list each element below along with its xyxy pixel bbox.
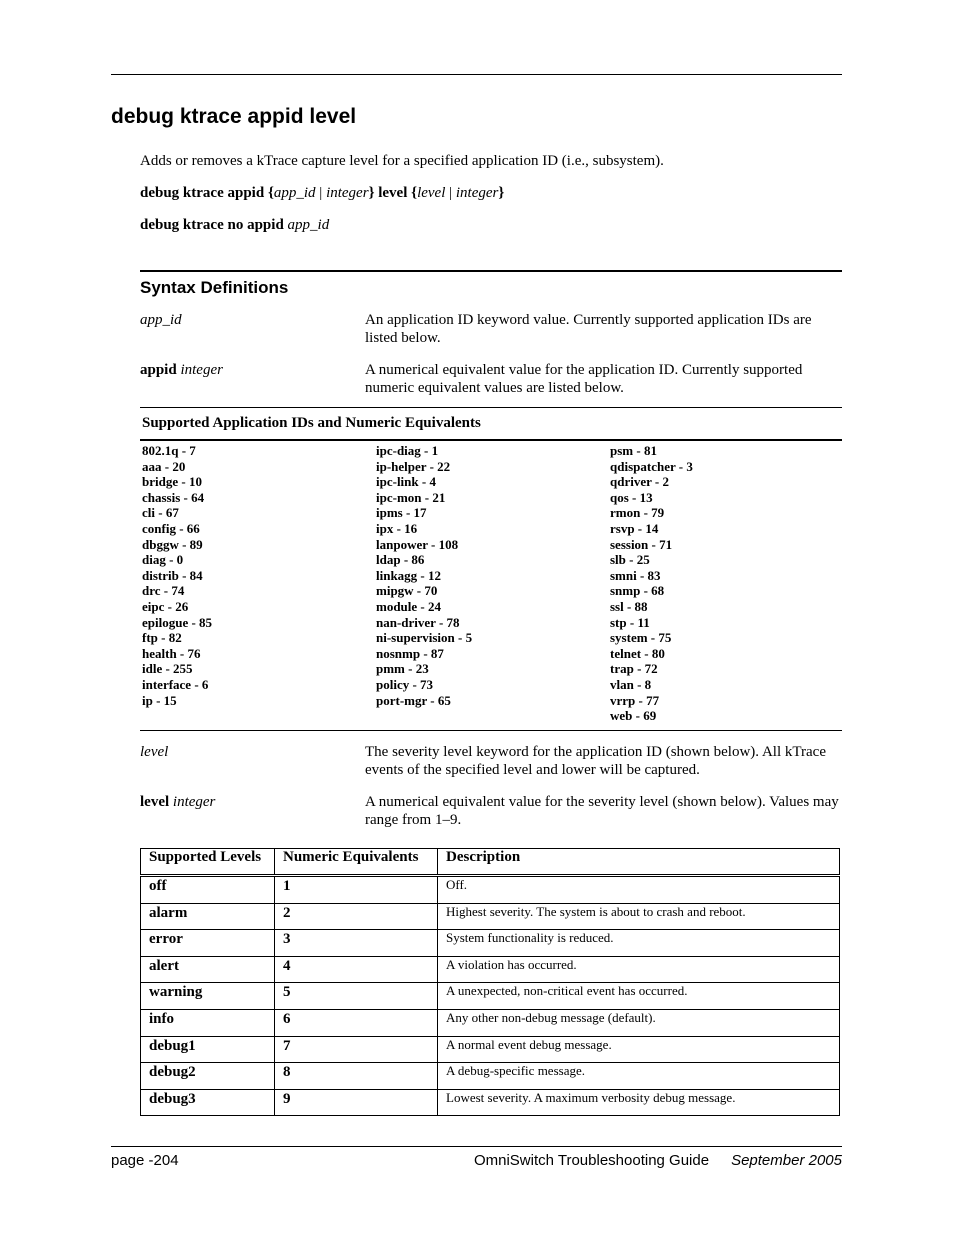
level-description: System functionality is reduced. xyxy=(438,930,840,957)
app-id-entry: rsvp - 14 xyxy=(610,520,659,536)
level-name: debug1 xyxy=(141,1036,275,1063)
app-id-entry: drc - 74 xyxy=(142,583,185,599)
app-id-entry: ldap - 86 xyxy=(376,552,425,568)
app-id-entry: web - 69 xyxy=(610,708,657,724)
app-id-entry: stp - 11 xyxy=(610,614,650,630)
level-name: alert xyxy=(141,956,275,983)
app-id-entry: linkagg - 12 xyxy=(376,567,442,583)
app-id-entry: ipx - 16 xyxy=(376,520,418,536)
app-id-entry: ipc-mon - 21 xyxy=(376,489,446,505)
app-id-entry: eipc - 26 xyxy=(142,598,189,614)
column-header: Description xyxy=(438,849,840,876)
app-id-entry: diag - 0 xyxy=(142,552,184,568)
levels-table xyxy=(140,848,840,1116)
level-name: debug2 xyxy=(141,1063,275,1090)
definition-desc: A numerical equivalent value for the severity level (shown below). Values may range from 1–9. xyxy=(365,794,839,828)
app-id-entry: trap - 72 xyxy=(610,661,658,677)
footer-page-number: page -204 xyxy=(111,1152,179,1169)
app-id-entry: qdispatcher - 3 xyxy=(610,458,693,474)
intro-text: Adds or removes a kTrace capture level for a specified application ID (i.e., subsystem). xyxy=(140,153,664,169)
app-id-entry: config - 66 xyxy=(142,520,200,536)
table-row xyxy=(141,930,840,957)
levels-table-header xyxy=(141,849,840,876)
section-heading: Syntax Definitions xyxy=(140,278,289,297)
app-table-header-rule xyxy=(140,439,842,441)
page-title: debug ktrace appid level xyxy=(111,105,357,128)
app-id-entry: ip-helper - 22 xyxy=(376,458,451,474)
table-row xyxy=(141,1089,840,1116)
column-header: Supported Levels xyxy=(141,849,275,876)
app-id-entry: smni - 83 xyxy=(610,567,661,583)
app-id-entry: vrrp - 77 xyxy=(610,692,660,708)
definition-desc: A numerical equivalent value for the application ID. Currently supported numeric equivalent values are listed below. xyxy=(365,362,803,396)
app-id-entry: nosnmp - 87 xyxy=(376,645,444,661)
definition-term: level integer xyxy=(140,794,216,810)
level-description: A normal event debug message. xyxy=(438,1036,840,1063)
app-id-entry: snmp - 68 xyxy=(610,583,665,599)
level-number: 7 xyxy=(275,1036,438,1063)
level-description: A unexpected, non-critical event has occurred. xyxy=(438,983,840,1010)
app-id-entry: chassis - 64 xyxy=(142,489,205,505)
app-id-entry: interface - 6 xyxy=(142,676,209,692)
level-number: 4 xyxy=(275,956,438,983)
definition-term: level xyxy=(140,744,169,760)
app-id-entry: nan-driver - 78 xyxy=(376,614,460,630)
level-number: 1 xyxy=(275,876,438,904)
app-id-entry: ftp - 82 xyxy=(142,630,182,646)
app-id-entry: rmon - 79 xyxy=(610,505,665,521)
syntax-command: debug ktrace appid xyxy=(140,185,268,201)
footer-guide-title: OmniSwitch Troubleshooting Guide September 2005 xyxy=(473,1152,842,1169)
app-id-entry: session - 71 xyxy=(610,536,673,552)
app-table-heading: Supported Application IDs and Numeric Equivalents xyxy=(142,415,481,431)
table-row xyxy=(141,956,840,983)
level-name: off xyxy=(141,876,275,904)
app-id-column-2 xyxy=(376,443,472,708)
app-id-entry: vlan - 8 xyxy=(610,676,652,692)
app-id-entry: qos - 13 xyxy=(610,489,653,505)
header-rule xyxy=(111,74,842,75)
app-id-entry: idle - 255 xyxy=(142,661,193,677)
table-row xyxy=(141,983,840,1010)
footer-rule xyxy=(111,1146,842,1147)
table-row xyxy=(141,1009,840,1036)
definition-desc: The severity level keyword for the application ID (shown below). All kTrace events of the specified level and lower will be captured. xyxy=(365,744,826,778)
level-name: alarm xyxy=(141,903,275,930)
app-id-entry: telnet - 80 xyxy=(610,645,665,661)
level-description: A violation has occurred. xyxy=(438,956,840,983)
app-id-entry: 802.1q - 7 xyxy=(142,443,196,458)
app-id-entry: distrib - 84 xyxy=(142,567,203,583)
level-description: Any other non-debug message (default). xyxy=(438,1009,840,1036)
app-id-entry: lanpower - 108 xyxy=(376,536,459,552)
app-id-entry: ni-supervision - 5 xyxy=(376,630,473,646)
level-number: 5 xyxy=(275,983,438,1010)
level-name: warning xyxy=(141,983,275,1010)
column-header: Numeric Equivalents xyxy=(275,849,438,876)
app-id-entry: dbggw - 89 xyxy=(142,536,203,552)
app-id-entry: aaa - 20 xyxy=(142,458,186,474)
definition-desc: An application ID keyword value. Currently supported application IDs are listed below. xyxy=(365,312,812,346)
app-id-entry: cli - 67 xyxy=(142,505,179,521)
app-id-column-1 xyxy=(142,443,212,708)
app-table-top-rule xyxy=(140,407,842,408)
level-number: 2 xyxy=(275,903,438,930)
level-number: 8 xyxy=(275,1063,438,1090)
app-id-entry: ip - 15 xyxy=(142,692,177,708)
app-id-column-3 xyxy=(610,443,693,724)
app-id-entry: psm - 81 xyxy=(610,443,657,458)
level-name: error xyxy=(141,930,275,957)
table-row xyxy=(141,1036,840,1063)
table-row xyxy=(141,903,840,930)
level-description: Highest severity. The system is about to crash and reboot. xyxy=(438,903,840,930)
level-name: debug3 xyxy=(141,1089,275,1116)
section-rule xyxy=(140,270,842,272)
app-id-entry: module - 24 xyxy=(376,598,441,614)
app-id-entry: qdriver - 2 xyxy=(610,474,669,490)
table-row xyxy=(141,1063,840,1090)
level-name: info xyxy=(141,1009,275,1036)
app-id-entry: port-mgr - 65 xyxy=(376,692,451,708)
level-description: A debug-specific message. xyxy=(438,1063,840,1090)
app-id-entry: ipc-link - 4 xyxy=(376,474,436,490)
definition-term: appid integer xyxy=(140,362,223,378)
syntax-line-2: debug ktrace no appid app_id xyxy=(140,217,330,233)
app-table-bottom-rule xyxy=(140,730,842,731)
app-id-entry: system - 75 xyxy=(610,630,672,646)
app-id-entry: mipgw - 70 xyxy=(376,583,438,599)
app-id-entry: bridge - 10 xyxy=(142,474,202,490)
definition-term: app_id xyxy=(140,312,182,328)
level-description: Off. xyxy=(438,876,840,904)
syntax-line-1: debug ktrace appid {app_id | integer} level {level | integer} xyxy=(140,185,505,201)
app-id-entry: pmm - 23 xyxy=(376,661,429,677)
level-description: Lowest severity. A maximum verbosity debug message. xyxy=(438,1089,840,1116)
syntax-command-no: debug ktrace no appid xyxy=(140,217,288,233)
table-row xyxy=(141,876,840,904)
app-id-entry: ssl - 88 xyxy=(610,598,648,614)
app-id-entry: epilogue - 85 xyxy=(142,614,213,630)
app-id-entry: health - 76 xyxy=(142,645,201,661)
app-id-entry: ipms - 17 xyxy=(376,505,427,521)
app-id-entry: ipc-diag - 1 xyxy=(376,443,439,458)
level-number: 3 xyxy=(275,930,438,957)
app-id-entry: policy - 73 xyxy=(376,676,434,692)
level-number: 9 xyxy=(275,1089,438,1116)
level-number: 6 xyxy=(275,1009,438,1036)
app-id-entry: slb - 25 xyxy=(610,552,650,568)
